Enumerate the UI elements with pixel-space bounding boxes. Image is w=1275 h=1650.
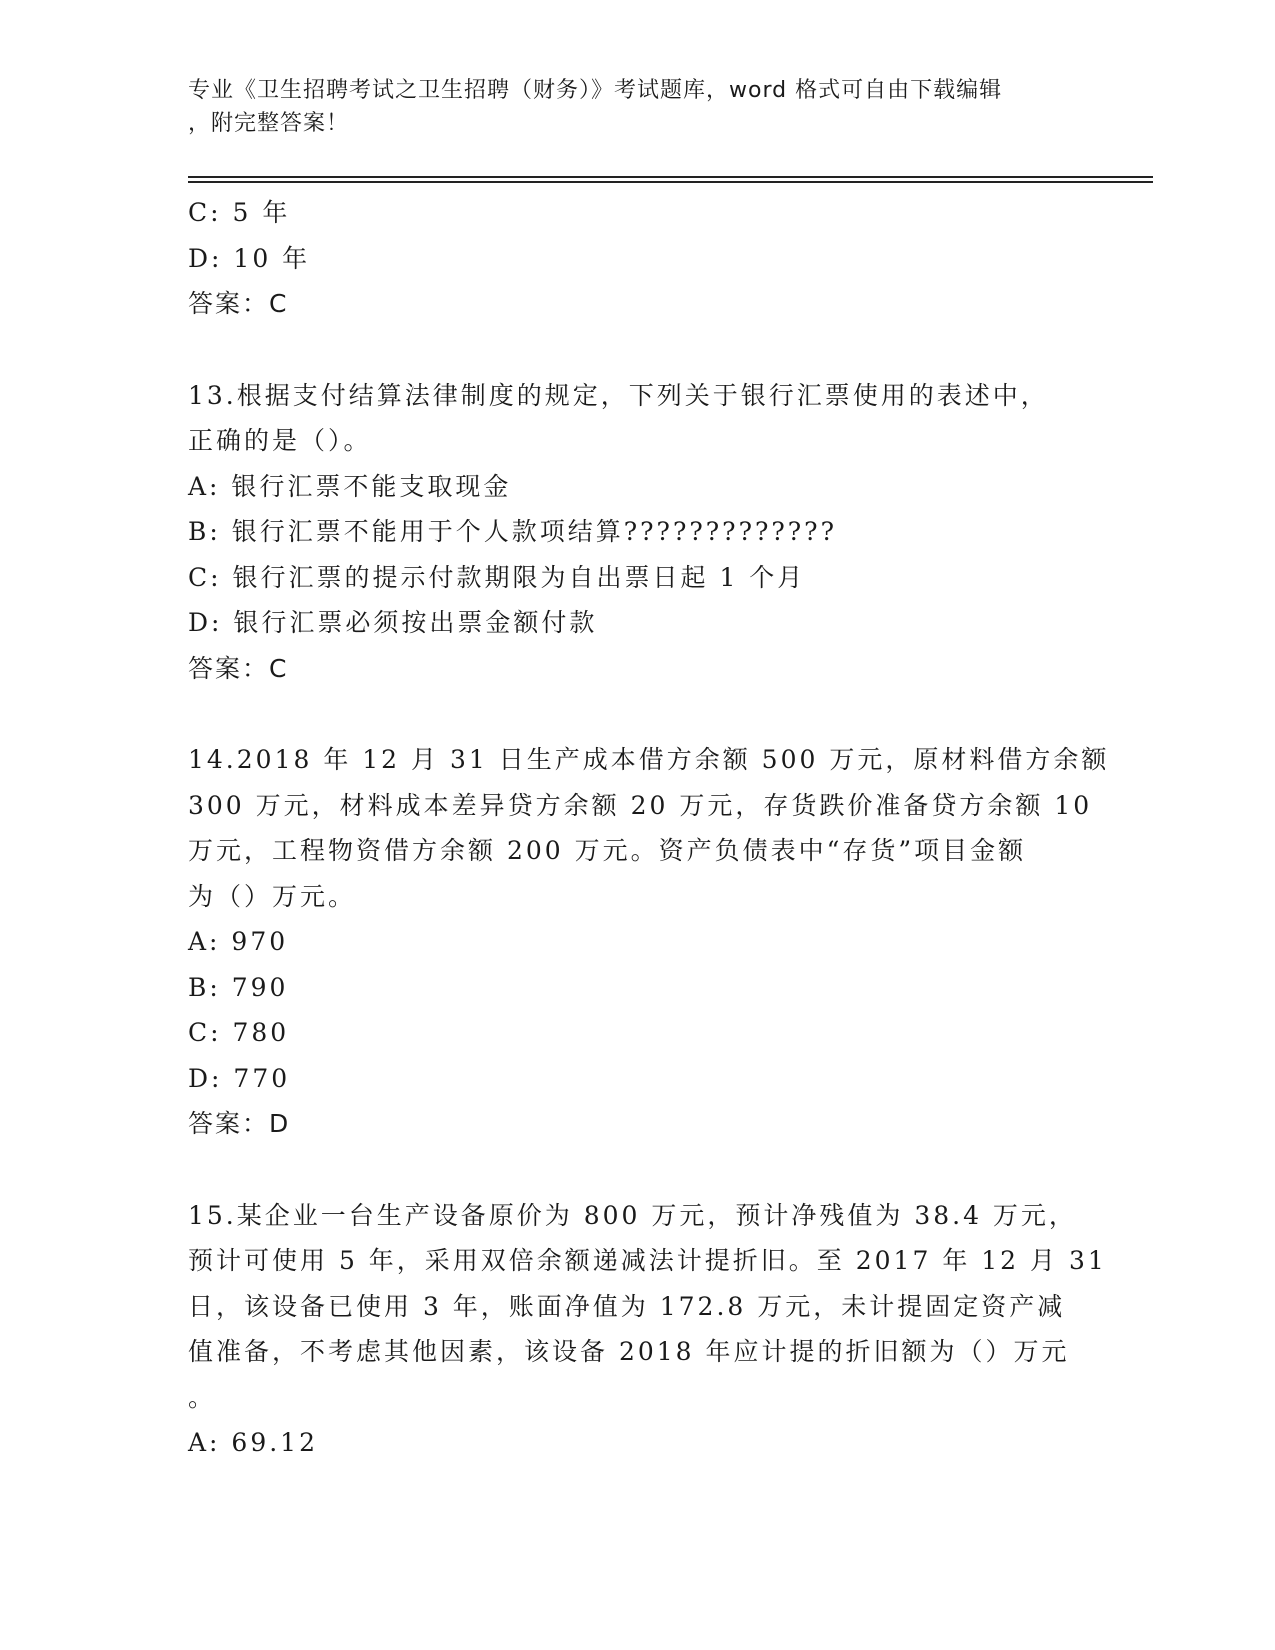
question-stem-line: 。 xyxy=(188,1382,217,1412)
document-header xyxy=(188,74,1068,140)
option-c: C: 780 xyxy=(188,1018,290,1047)
prev-question xyxy=(188,190,1088,327)
question-stem-line: 14.2018 年 12 月 31 日生产成本借方余额 500 万元，原材料借方余额 xyxy=(188,745,1110,774)
option-a: A: 银行汇票不能支取现金 xyxy=(188,471,512,501)
option-c: C: 5 年 xyxy=(188,198,291,227)
option-d: D: 银行汇票必须按出票金额付款 xyxy=(188,608,598,637)
spacer xyxy=(188,1147,1088,1193)
answer-line: 答案：C xyxy=(188,289,289,318)
spacer xyxy=(188,327,1088,373)
question-stem-line: 日，该设备已使用 3 年，账面净值为 172.8 万元，未计提固定资产减 xyxy=(188,1291,1066,1321)
header-divider-bottom xyxy=(188,181,1153,183)
question-content xyxy=(188,190,1110,1466)
question-14 xyxy=(188,737,1110,1147)
option-b: B: 790 xyxy=(188,972,289,1002)
question-stem-line: 为（）万元。 xyxy=(188,881,357,911)
question-13 xyxy=(188,373,1088,692)
question-stem-line: 预计可使用 5 年，采用双倍余额递减法计提折旧。至 2017 年 12 月 31 xyxy=(188,1246,1107,1275)
option-d: D: 10 年 xyxy=(188,243,311,273)
question-15 xyxy=(188,1193,1107,1466)
question-stem-line: 万元，工程物资借方余额 200 万元。资产负债表中“存货”项目金额 xyxy=(188,836,1027,865)
option-d: D: 770 xyxy=(188,1063,291,1093)
question-stem-line: 300 万元，材料成本差异贷方余额 20 万元，存货跌价准备贷方余额 10 xyxy=(188,790,1093,820)
answer-line: 答案：D xyxy=(188,1109,291,1138)
answer-line: 答案：C xyxy=(188,653,289,683)
header-line-2: ，附完整答案！ xyxy=(188,111,350,136)
question-stem-line: 15.某企业一台生产设备原价为 800 万元，预计净残值为 38.4 万元， xyxy=(188,1200,1077,1230)
question-stem-line: 值准备，不考虑其他因素，该设备 2018 年应计提的折旧额为（）万元 xyxy=(188,1337,1070,1366)
question-stem-line: 13.根据支付结算法律制度的规定，下列关于银行汇票使用的表述中， xyxy=(188,380,1049,410)
option-a: A: 970 xyxy=(188,927,289,956)
question-stem-line: 正确的是（）。 xyxy=(188,426,372,455)
option-b: B: 银行汇票不能用于个人款项结算????????????? xyxy=(188,517,837,546)
spacer xyxy=(188,691,1088,737)
option-c: C: 银行汇票的提示付款期限为自出票日起 1 个月 xyxy=(188,562,806,592)
option-a: A: 69.12 xyxy=(188,1428,318,1457)
header-divider-top xyxy=(188,176,1153,178)
header-line-1: 专业《卫生招聘考试之卫生招聘（财务）》考试题库，word 格式可自由下载编辑 xyxy=(188,78,1003,103)
